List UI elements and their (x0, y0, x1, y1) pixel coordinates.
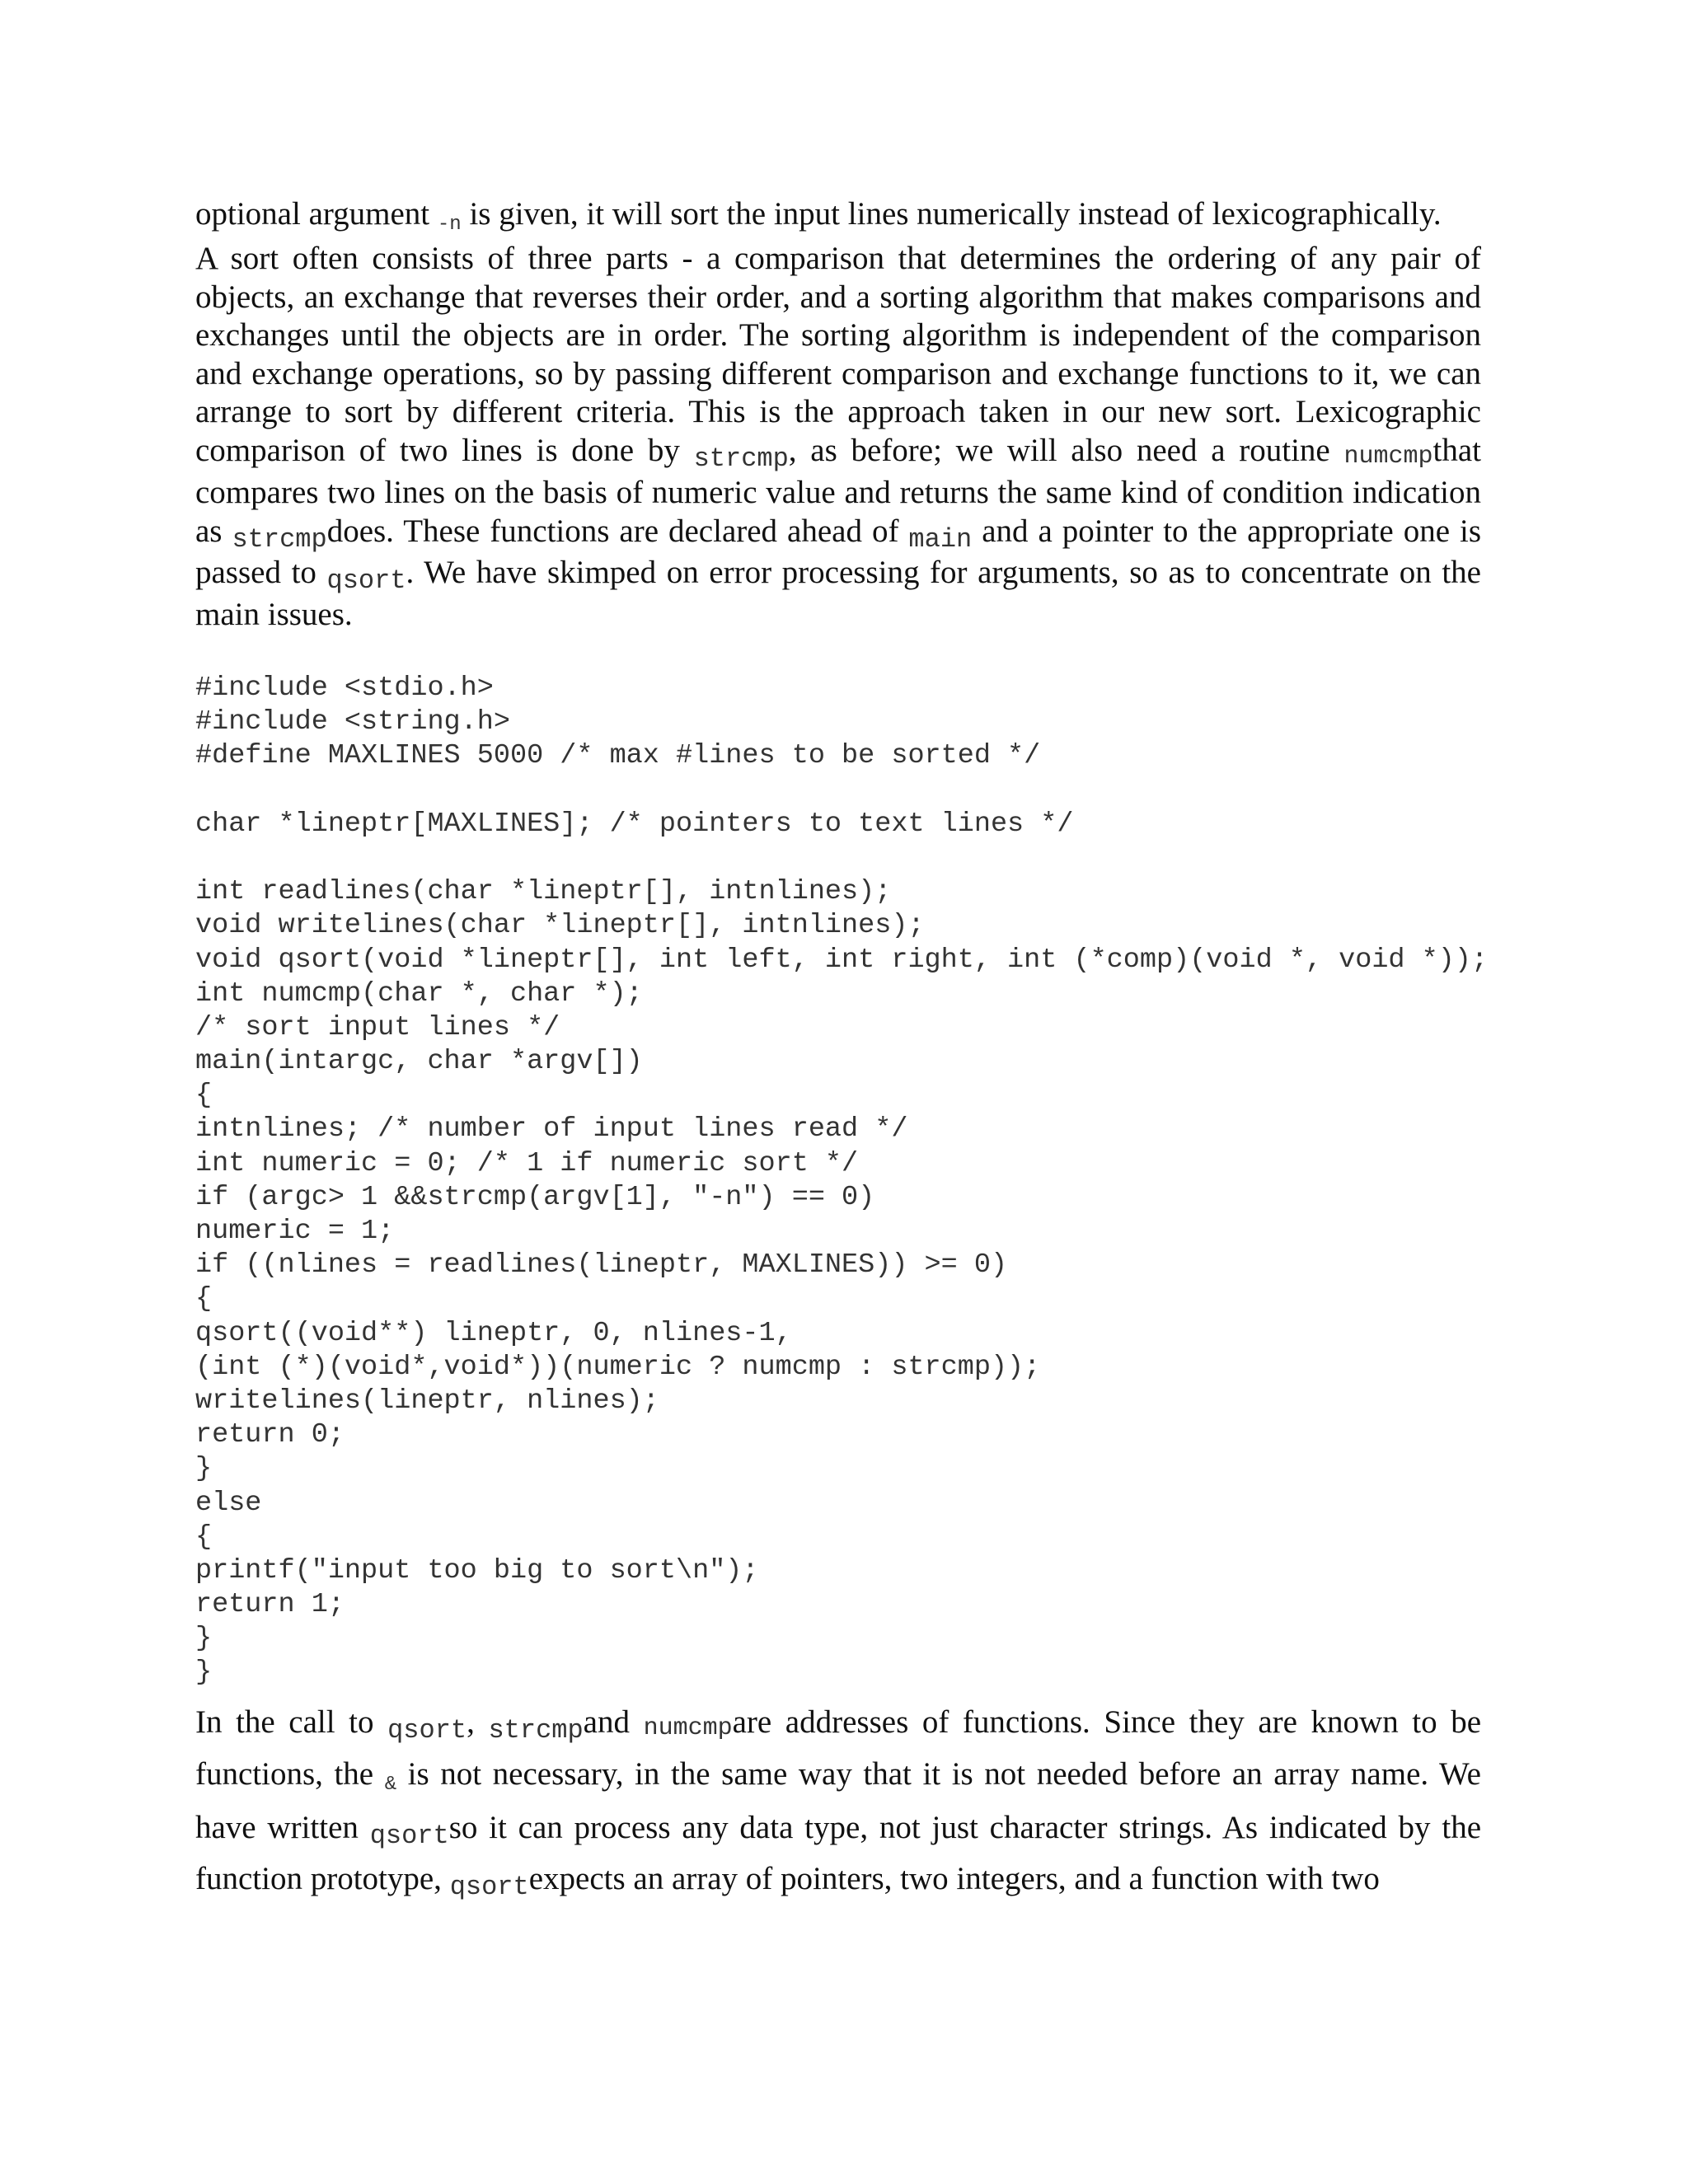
code-line: /* sort input lines */ (195, 1011, 560, 1043)
text: and a pointer to the appropriate one is passed to (195, 513, 1481, 590)
text: so it can process any data type, not just character strings. As indicated by the function prototype, (195, 1809, 1482, 1896)
code-line: #include <string.h> (195, 706, 510, 738)
text: , (467, 1704, 489, 1740)
inline-code: numcmp (643, 1713, 733, 1742)
code-line: #include <stdio.h> (195, 673, 494, 704)
inline-code: strcmp (488, 1714, 584, 1746)
inline-code: qsort (449, 1871, 529, 1902)
inline-code: main (908, 523, 973, 555)
inline-code: qsort (369, 1820, 449, 1851)
code-line: if (argc> 1 &&strcmp(argv[1], "-n") == 0) (195, 1181, 875, 1213)
text: are addresses of functions. Since they are known to be functions, the (195, 1704, 1482, 1792)
code-line: numeric = 1; (195, 1216, 395, 1247)
inline-code: strcmp (232, 523, 327, 555)
code-line: { (195, 1283, 213, 1315)
code-block (195, 672, 1489, 1690)
inline-code: -n (437, 213, 462, 236)
code-line: intnlines; /* number of input lines read */ (195, 1113, 908, 1146)
inline-code: qsort (326, 565, 406, 596)
code-line: { (195, 1080, 213, 1112)
inline-code: & (384, 1773, 397, 1796)
paragraph-sort-description (195, 240, 1481, 634)
text: does. These functions are declared ahead of (326, 513, 909, 549)
code-line: #define MAXLINES 5000 /* max #lines to be sorted */ (195, 740, 1041, 772)
code-line: void qsort(void *lineptr[], int left, int right, int (*comp)(void *, void *)); (195, 944, 1489, 976)
code-line: int readlines(char *lineptr[], intnlines); (195, 876, 892, 908)
code-line: if ((nlines = readlines(lineptr, MAXLINES)) >= 0) (195, 1249, 1008, 1282)
code-line: writelines(lineptr, nlines); (195, 1385, 659, 1417)
code-blank-line (195, 841, 1481, 875)
code-line: return 0; (195, 1419, 345, 1451)
inline-code: numcmp (1343, 442, 1433, 471)
code-blank-line (195, 774, 1481, 808)
text: , as before; we will also need a routine (788, 432, 1344, 468)
code-line: int numeric = 0; /* 1 if numeric sort */ (195, 1147, 859, 1179)
text: . We have skimped on error processing for arguments, so as to concentrate on the main issues. (195, 555, 1481, 632)
code-line: main(intargc, char *argv[]) (195, 1046, 643, 1078)
code-line: { (195, 1521, 213, 1553)
code-line: (int (*)(void*,void*))(numeric ? numcmp : strcmp)); (195, 1351, 1041, 1383)
text: In the call to (195, 1704, 388, 1740)
code-line: printf("input too big to sort\n"); (195, 1554, 759, 1586)
code-line: return 1; (195, 1589, 345, 1621)
paragraph-qsort-explanation (195, 1699, 1481, 1906)
code-line: } (195, 1453, 213, 1485)
code-line: } (195, 1623, 213, 1655)
text: A sort often consists of three parts - a comparison that determines the ordering of any pair of objects, an exchange that reverses their order, and a sorting algorithm that makes comparisons and exchanges until the objects are in order. The sorting algorithm is independent of the comparison and exchange operations, so by passing different comparison and exchange functions to it, we can arrange to sort by different criteria. This is the approach taken in our new sort. Lexicographic comparison of two lines is done by (195, 241, 1481, 468)
text: is given, it will sort the input lines numerically instead of lexicographically. (461, 196, 1442, 232)
code-line: qsort((void**) lineptr, 0, nlines-1, (195, 1317, 792, 1349)
inline-code: qsort (387, 1714, 467, 1746)
code-line: void writelines(char *lineptr[], intnlines); (195, 910, 925, 942)
text: optional argument (195, 196, 438, 232)
code-line: } (195, 1657, 213, 1689)
inline-code: strcmp (693, 443, 789, 474)
paragraph-intro (195, 194, 1481, 240)
document-page (195, 194, 1489, 1906)
text: that compares two lines on the basis of numeric value and returns the same kind of condition indication as (195, 432, 1481, 549)
code-line: char *lineptr[MAXLINES]; /* pointers to text lines */ (195, 808, 1074, 840)
text: is not necessary, in the same way that it is not needed before an array name. We have written (195, 1755, 1481, 1845)
text: and (583, 1704, 644, 1740)
text: expects an array of pointers, two integers, and a function with two (528, 1860, 1380, 1896)
code-line: int numcmp(char *, char *); (195, 977, 643, 1010)
code-line: else (195, 1487, 262, 1519)
